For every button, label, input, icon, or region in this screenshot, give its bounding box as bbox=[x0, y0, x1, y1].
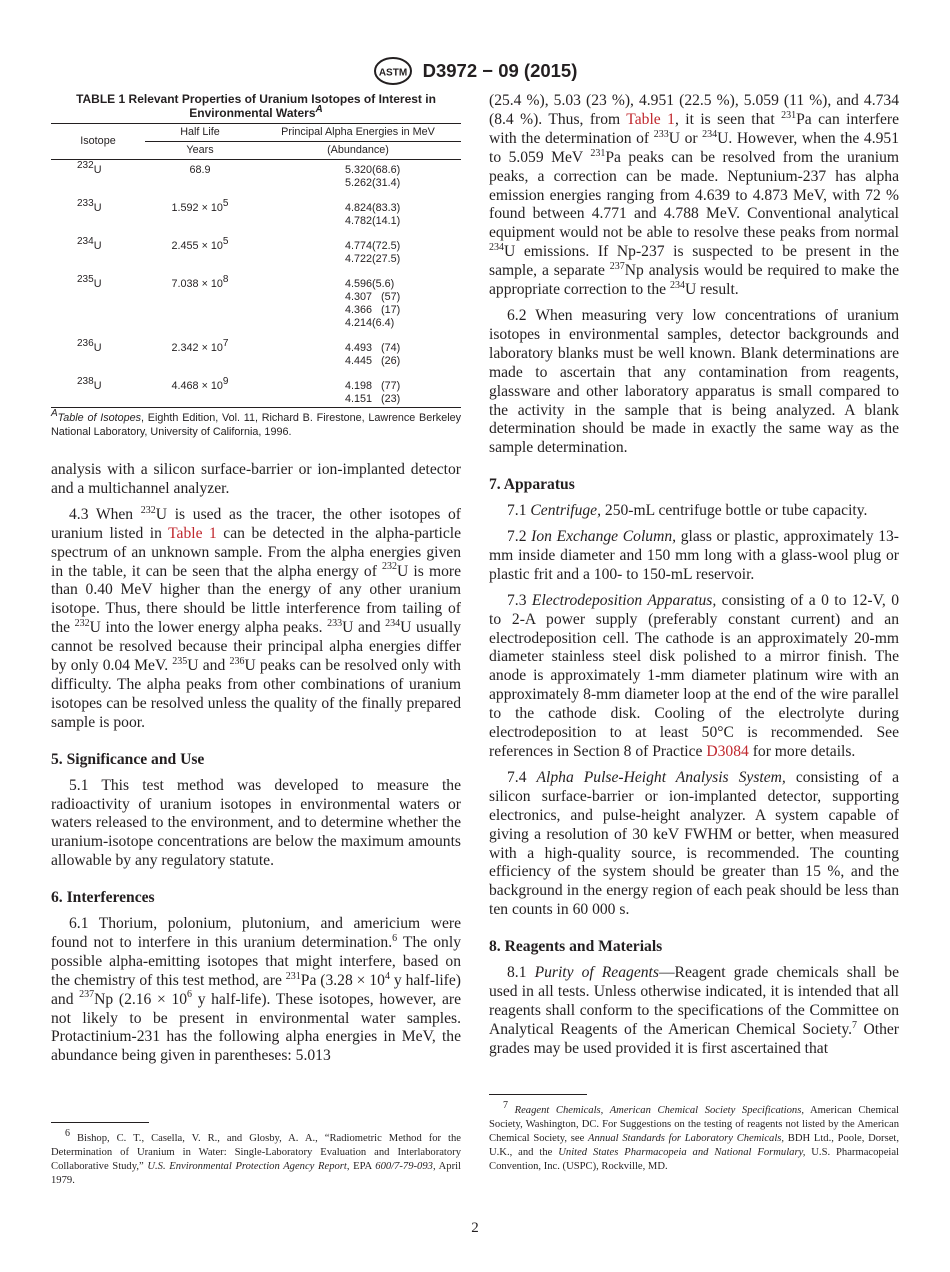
col-header-energies: Principal Alpha Energies in MeV bbox=[255, 124, 461, 142]
col-header-isotope: Isotope bbox=[51, 124, 145, 160]
energy-value: 4.493 (74) bbox=[345, 342, 401, 354]
paragraph-5-1: 5.1 This test method was developed to measure the radioactivity of uranium isotopes in environmental waters or waters released to the environment, and to determine whether the uranium-isotope concentrations are below the maximum amounts allowable by any regulatory statute. bbox=[51, 776, 461, 870]
footnote-divider bbox=[489, 1094, 587, 1095]
energy-value: 4.307 (57) bbox=[345, 291, 401, 303]
table-row bbox=[51, 380, 461, 408]
isotope-cell: $^{232}$U bbox=[77, 160, 102, 176]
section-8-heading: 8. Reagents and Materials bbox=[489, 938, 663, 956]
astm-logo-text: ASTM bbox=[378, 67, 407, 79]
paragraph-7-4: 7.4 Alpha Pulse-Height Analysis System, consisting of a silicon surface-barrier or ion-implanted detector, supporting electronics, and pulse-height analyzer. A system capable of giving a resolution of 30 keV FWHM or better, when measured with a high-quality source, is recommended. The counting efficiency of the system should be greater than 15 %, and the background in the energy region of each peak should be less than ten counts in 60 000 s. bbox=[489, 768, 899, 919]
isotope-cell: $^{236}$U bbox=[77, 338, 102, 354]
page-header bbox=[0, 56, 950, 86]
half-life-cell: $4.468 \times 10^9$ bbox=[171, 376, 229, 392]
table-row bbox=[51, 278, 461, 342]
table-caption: TABLE 1 Relevant Properties of Uranium Isotopes of Interest in Environmental Waters$^A$ bbox=[76, 92, 436, 120]
paragraph-7-3: 7.3 Electrodeposition Apparatus, consisting of a 0 to 12-V, 0 to 2-A power supply (preferably constant current) and an electrodeposition cell. The cathode is an approximately 20-mm diameter stainless steel disk polished to a mirror finish. The anode is approximately 1-mm diameter platinum wire with an approximately 8-mm diameter loop at the end of the wire parallel to the cathode disk. Cooling of the electrolyte during electrodeposition to at least 50°C is recommended. See references in Section 8 of Practice D3084 for more details. bbox=[489, 591, 899, 760]
energies-cell bbox=[255, 342, 461, 380]
page-number: 2 bbox=[471, 1220, 479, 1236]
energies-cell bbox=[255, 380, 461, 408]
table-1 bbox=[51, 92, 461, 439]
half-life-cell: 68.9 bbox=[189, 164, 211, 176]
isotope-cell: $^{234}$U bbox=[77, 236, 102, 252]
energies-cell bbox=[255, 240, 461, 278]
section-5-heading: 5. Significance and Use bbox=[51, 750, 205, 768]
energy-value: 4.445 (26) bbox=[345, 355, 401, 367]
footnote-6-text: $^6$ Bishop, C. T., Casella, V. R., and Glosby, A. A., “Radiometric Method for the Determination of Uranium in Water: Single-Laboratory Evaluation and Interlaboratory Collaborative Study,” U.S. Environmental Protection Agency Report, EPA 600/7-79-093, April 1979. bbox=[51, 1128, 462, 1186]
energy-value: 5.320(68.6) bbox=[345, 164, 401, 176]
paragraph-4-2-continued: analysis with a silicon surface-barrier or ion-implanted detector and a multichannel analyzer. bbox=[51, 461, 461, 497]
col-header-half-life: Half Life bbox=[145, 124, 255, 142]
footnote-6 bbox=[51, 1122, 461, 1188]
energy-value: 4.774(72.5) bbox=[345, 240, 401, 252]
left-column bbox=[51, 92, 461, 1073]
table-row bbox=[51, 342, 461, 380]
isotope-table bbox=[51, 123, 461, 408]
col-header-abundance: (Abundance) bbox=[255, 142, 461, 160]
d3084-link[interactable]: D3084 bbox=[706, 743, 749, 760]
paragraph-7-1: 7.1 Centrifuge, 250-mL centrifuge bottle or tube capacity. bbox=[507, 502, 868, 520]
section-6-heading: 6. Interferences bbox=[51, 889, 155, 907]
energy-value: 4.596(5.6) bbox=[345, 278, 395, 290]
half-life-cell: $1.592 \times 10^5$ bbox=[171, 198, 229, 214]
energy-value: 4.151 (23) bbox=[345, 393, 401, 405]
paragraph-8-1: 8.1 Purity of Reagents—Reagent grade chemicals shall be used in all tests. Unless otherwise indicated, it is intended that all reagents shall conform to the specifications of the Committee on Analytical Reagents of the American Chemical Society.$^7$ Other grades may be used provided it is first ascertained that bbox=[489, 964, 900, 1057]
col-header-half-life-units: Years bbox=[145, 142, 255, 160]
table-1-link[interactable]: Table 1 bbox=[626, 110, 675, 128]
footnote-7 bbox=[489, 1094, 899, 1174]
table-row bbox=[51, 202, 461, 240]
energy-value: 4.214(6.4) bbox=[345, 317, 395, 329]
energy-value: 4.366 (17) bbox=[345, 304, 401, 316]
energies-cell bbox=[255, 278, 461, 342]
footnote-7-ref[interactable]: 7 bbox=[852, 1019, 858, 1031]
footnote-6-ref[interactable]: 6 bbox=[392, 932, 398, 944]
half-life-cell: $7.038 \times 10^8$ bbox=[171, 274, 229, 290]
half-life-cell: $2.455 \times 10^5$ bbox=[171, 236, 229, 252]
paragraph-6-1-continued: (25.4 %), 5.03 (23 %), 4.951 (22.5 %), 5.059 (11 %), and 4.734 (8.4 %). Thus, from Table 1, it is seen that $^{231}$Pa can interfere with the determination of $^{233}$U or $^{234}$U. However, when the 4.951 to 5.059 MeV $^{231}$Pa peaks can be resolved from the uranium peaks, a correction can be made. Neptunium-237 has alpha emission energies ranging from 4.639 to 4.873 MeV, with 72 % found between 4.771 and 4.788 MeV. Conventional analytical equipment would not be able to resolve these peaks from normal $^{234}$U emissions. If Np-237 is suspected to be present in the sample, a separate $^{237}$Np analysis would be required to make the appropriate correction to the $^{234}$U result. bbox=[489, 92, 899, 299]
energy-value: 4.782(14.1) bbox=[345, 215, 401, 227]
energy-value: 5.262(31.4) bbox=[345, 177, 401, 189]
energies-cell bbox=[255, 160, 461, 203]
document-designation: D3972 − 09 (2015) bbox=[422, 60, 578, 81]
half-life-cell: $2.342 \times 10^7$ bbox=[171, 338, 229, 354]
isotope-cell: $^{233}$U bbox=[77, 198, 102, 214]
paragraph-6-2: 6.2 When measuring very low concentrations of uranium isotopes in environmental samples, detector backgrounds and laboratory blanks must be well known. Blank determinations are made to ascertain that any contamination from reagents, glassware and other laboratory apparatus is small compared to the activity in the sample that is being analyzed. A blank determination should be made in exactly the same way as the sample determination. bbox=[489, 306, 899, 457]
table-1-link[interactable]: Table 1 bbox=[168, 524, 217, 542]
astm-logo-icon bbox=[373, 56, 413, 86]
footnote-divider bbox=[51, 1122, 149, 1123]
energy-value: 4.722(27.5) bbox=[345, 253, 401, 265]
right-column bbox=[489, 92, 899, 1066]
paragraph-6-1: 6.1 Thorium, polonium, plutonium, and americium were found not to interfere in this uranium determination.$^6$ The only possible alpha-emitting isotopes that might interfere, based on the chemistry of this test method, are $^{231}$Pa ($3.28 \times 10^4$ y half-life) and $^{237}$Np ($2.16 \times 10^6$ y half-life). These isotopes, however, are not likely to be present in environmental water samples. Protactinium-231 has the following alpha energies in MeV, the abundance being given in parentheses: 5.013 bbox=[51, 915, 461, 1065]
table-row bbox=[51, 160, 461, 203]
table-body bbox=[51, 160, 461, 408]
footnote-7-text: $^7$ Reagent Chemicals, American Chemical Society Specifications, American Chemical Society, Washington, DC. For Suggestions on the testing of reagents not listed by the American Chemical Society, see Annual Standards for Laboratory Chemicals, BDH Ltd., Poole, Dorset, U.K., and the United States Pharmacopeia and National Formulary, U.S. Pharmacopeial Convention, Inc. (USPC), Rockville, MD. bbox=[489, 1100, 899, 1172]
paragraph-4-3: 4.3 When $^{232}$U is used as the tracer, the other isotopes of uranium listed in Table 1 can be detected in the alpha-particle spectrum of an unknown sample. From the alpha energies given in the table, it can be seen that the alpha energy of $^{232}$U is more than 0.40 MeV higher than the energy of any other uranium isotope. Thus, there should be little interference from tailing of the $^{232}$U into the lower energy alpha peaks. $^{233}$U and $^{234}$U usually cannot be resolved because their principal alpha energies differ by only 0.04 MeV. $^{235}$U and $^{236}$U peaks can be resolved only with difficulty. The alpha peaks from other combinations of uranium isotopes can be resolved unless the quality of the finally prepared sample is poor. bbox=[51, 504, 461, 731]
table-row bbox=[51, 240, 461, 278]
energies-cell bbox=[255, 202, 461, 240]
isotope-cell: $^{235}$U bbox=[77, 274, 102, 290]
table-footnote: $^A$Table of Isotopes, Eighth Edition, Vol. 11, Richard B. Firestone, Lawrence Berkeley National Laboratory, University of California, 1996. bbox=[51, 408, 461, 438]
energy-value: 4.824(83.3) bbox=[345, 202, 401, 214]
energy-value: 4.198 (77) bbox=[345, 380, 401, 392]
paragraph-7-2: 7.2 Ion Exchange Column, glass or plastic, approximately 13-mm inside diameter and 150 mm long with a glass-wool plug or plastic frit and a 100- to 150-mL reservoir. bbox=[489, 528, 899, 583]
section-7-heading: 7. Apparatus bbox=[489, 476, 575, 494]
isotope-cell: $^{238}$U bbox=[77, 376, 102, 392]
